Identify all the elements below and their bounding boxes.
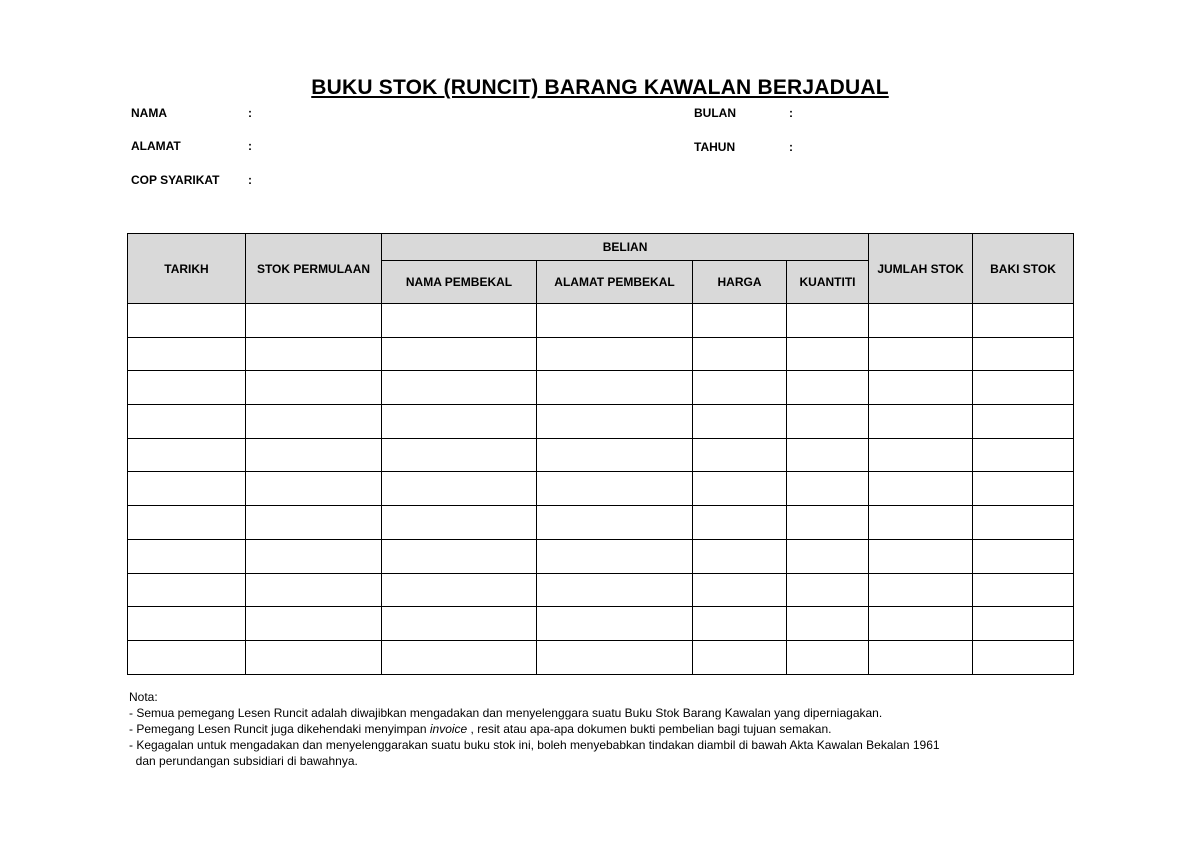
cell-baki-stok[interactable] <box>973 438 1074 472</box>
cell-baki-stok[interactable] <box>973 371 1074 405</box>
cell-tarikh[interactable] <box>128 304 246 338</box>
cell-baki-stok[interactable] <box>973 472 1074 506</box>
cell-alamat-pembekal[interactable] <box>537 337 693 371</box>
cell-jumlah-stok[interactable] <box>869 337 973 371</box>
note-line-2-start: - Pemegang Lesen Runcit juga dikehendaki menyimpan <box>129 722 430 736</box>
cell-kuantiti[interactable] <box>787 506 869 540</box>
cell-kuantiti[interactable] <box>787 573 869 607</box>
field-colon-bulan: : <box>789 106 793 120</box>
cell-stok-permulaan[interactable] <box>246 573 382 607</box>
note-line-2-end: , resit atau apa-apa dokumen bukti pembelian bagi tujuan semakan. <box>467 722 832 736</box>
cell-harga[interactable] <box>693 472 787 506</box>
notes-section <box>129 689 1029 769</box>
field-label-nama: NAMA <box>131 106 167 120</box>
cell-baki-stok[interactable] <box>973 573 1074 607</box>
header-nama-pembekal: NAMA PEMBEKAL <box>382 261 537 304</box>
cell-stok-permulaan[interactable] <box>246 337 382 371</box>
cell-nama-pembekal[interactable] <box>382 506 537 540</box>
cell-harga[interactable] <box>693 438 787 472</box>
cell-alamat-pembekal[interactable] <box>537 472 693 506</box>
cell-kuantiti[interactable] <box>787 539 869 573</box>
header-belian: BELIAN <box>382 234 869 261</box>
cell-jumlah-stok[interactable] <box>869 472 973 506</box>
header-alamat-pembekal: ALAMAT PEMBEKAL <box>537 261 693 304</box>
header-stok-permulaan: STOK PERMULAAN <box>246 234 382 304</box>
cell-alamat-pembekal[interactable] <box>537 438 693 472</box>
stock-table <box>127 233 1074 675</box>
cell-jumlah-stok[interactable] <box>869 405 973 439</box>
table-row <box>128 472 1074 506</box>
field-label-tahun: TAHUN <box>694 140 736 154</box>
cell-tarikh[interactable] <box>128 506 246 540</box>
field-label-cop-syarikat: COP SYARIKAT <box>131 173 220 187</box>
cell-alamat-pembekal[interactable] <box>537 371 693 405</box>
header-tarikh: TARIKH <box>128 234 246 304</box>
cell-baki-stok[interactable] <box>973 304 1074 338</box>
cell-stok-permulaan[interactable] <box>246 506 382 540</box>
cell-nama-pembekal[interactable] <box>382 371 537 405</box>
cell-nama-pembekal[interactable] <box>382 337 537 371</box>
cell-nama-pembekal[interactable] <box>382 539 537 573</box>
field-label-alamat: ALAMAT <box>131 139 181 153</box>
cell-alamat-pembekal[interactable] <box>537 405 693 439</box>
field-label-bulan: BULAN <box>694 106 736 120</box>
cell-baki-stok[interactable] <box>973 640 1074 674</box>
cell-kuantiti[interactable] <box>787 640 869 674</box>
cell-tarikh[interactable] <box>128 607 246 641</box>
cell-jumlah-stok[interactable] <box>869 304 973 338</box>
cell-nama-pembekal[interactable] <box>382 573 537 607</box>
cell-nama-pembekal[interactable] <box>382 640 537 674</box>
cell-tarikh[interactable] <box>128 640 246 674</box>
note-line-4: dan perundangan subsidiari di bawahnya. <box>129 754 358 768</box>
cell-kuantiti[interactable] <box>787 472 869 506</box>
cell-alamat-pembekal[interactable] <box>537 506 693 540</box>
cell-alamat-pembekal[interactable] <box>537 607 693 641</box>
table-row <box>128 337 1074 371</box>
field-colon-tahun: : <box>789 140 793 154</box>
cell-nama-pembekal[interactable] <box>382 607 537 641</box>
cell-jumlah-stok[interactable] <box>869 573 973 607</box>
cell-stok-permulaan[interactable] <box>246 607 382 641</box>
table-row <box>128 607 1074 641</box>
cell-harga[interactable] <box>693 337 787 371</box>
cell-kuantiti[interactable] <box>787 607 869 641</box>
cell-baki-stok[interactable] <box>973 506 1074 540</box>
cell-jumlah-stok[interactable] <box>869 640 973 674</box>
cell-baki-stok[interactable] <box>973 539 1074 573</box>
cell-tarikh[interactable] <box>128 405 246 439</box>
cell-baki-stok[interactable] <box>973 337 1074 371</box>
cell-alamat-pembekal[interactable] <box>537 573 693 607</box>
cell-nama-pembekal[interactable] <box>382 405 537 439</box>
cell-harga[interactable] <box>693 573 787 607</box>
field-colon-alamat: : <box>248 139 252 153</box>
cell-alamat-pembekal[interactable] <box>537 640 693 674</box>
cell-stok-permulaan[interactable] <box>246 539 382 573</box>
table-row <box>128 438 1074 472</box>
cell-harga[interactable] <box>693 304 787 338</box>
table-row <box>128 573 1074 607</box>
cell-stok-permulaan[interactable] <box>246 371 382 405</box>
cell-jumlah-stok[interactable] <box>869 371 973 405</box>
cell-kuantiti[interactable] <box>787 438 869 472</box>
table-row <box>128 640 1074 674</box>
note-line-3: - Kegagalan untuk mengadakan dan menyelenggarakan suatu buku stok ini, boleh menyebabkan tindakan diambil di bawah Akta Kawalan Bekalan 1961 <box>129 738 940 752</box>
cell-tarikh[interactable] <box>128 337 246 371</box>
cell-jumlah-stok[interactable] <box>869 438 973 472</box>
note-line-2-invoice: invoice <box>429 722 468 736</box>
cell-harga[interactable] <box>693 640 787 674</box>
note-line-1: - Semua pemegang Lesen Runcit adalah diwajibkan mengadakan dan menyelenggara suatu Buku Stok Barang Kawalan yang diperniagakan. <box>129 706 883 720</box>
cell-stok-permulaan[interactable] <box>246 405 382 439</box>
header-kuantiti: KUANTITI <box>787 261 869 304</box>
table-row <box>128 304 1074 338</box>
field-colon-cop-syarikat: : <box>248 173 252 187</box>
cell-jumlah-stok[interactable] <box>869 607 973 641</box>
cell-tarikh[interactable] <box>128 472 246 506</box>
cell-nama-pembekal[interactable] <box>382 438 537 472</box>
cell-harga[interactable] <box>693 607 787 641</box>
cell-stok-permulaan[interactable] <box>246 640 382 674</box>
cell-jumlah-stok[interactable] <box>869 506 973 540</box>
stock-table-body <box>128 304 1074 675</box>
cell-kuantiti[interactable] <box>787 304 869 338</box>
cell-harga[interactable] <box>693 405 787 439</box>
cell-jumlah-stok[interactable] <box>869 539 973 573</box>
cell-kuantiti[interactable] <box>787 337 869 371</box>
table-row <box>128 371 1074 405</box>
note-line-2 <box>129 721 1029 737</box>
cell-harga[interactable] <box>693 506 787 540</box>
cell-baki-stok[interactable] <box>973 405 1074 439</box>
cell-harga[interactable] <box>693 371 787 405</box>
cell-tarikh[interactable] <box>128 539 246 573</box>
cell-harga[interactable] <box>693 539 787 573</box>
header-harga: HARGA <box>693 261 787 304</box>
notes-heading: Nota: <box>129 690 158 704</box>
cell-stok-permulaan[interactable] <box>246 472 382 506</box>
table-row <box>128 539 1074 573</box>
header-jumlah-stok: JUMLAH STOK <box>869 234 973 304</box>
document-title: BUKU STOK (RUNCIT) BARANG KAWALAN BERJADUAL <box>311 76 889 99</box>
cell-tarikh[interactable] <box>128 573 246 607</box>
table-row <box>128 506 1074 540</box>
header-baki-stok: BAKI STOK <box>973 234 1074 304</box>
cell-nama-pembekal[interactable] <box>382 304 537 338</box>
cell-stok-permulaan[interactable] <box>246 304 382 338</box>
cell-tarikh[interactable] <box>128 438 246 472</box>
table-row <box>128 405 1074 439</box>
cell-stok-permulaan[interactable] <box>246 438 382 472</box>
cell-tarikh[interactable] <box>128 371 246 405</box>
cell-alamat-pembekal[interactable] <box>537 304 693 338</box>
cell-kuantiti[interactable] <box>787 371 869 405</box>
field-colon-nama: : <box>248 106 252 120</box>
cell-alamat-pembekal[interactable] <box>537 539 693 573</box>
cell-baki-stok[interactable] <box>973 607 1074 641</box>
cell-kuantiti[interactable] <box>787 405 869 439</box>
cell-nama-pembekal[interactable] <box>382 472 537 506</box>
